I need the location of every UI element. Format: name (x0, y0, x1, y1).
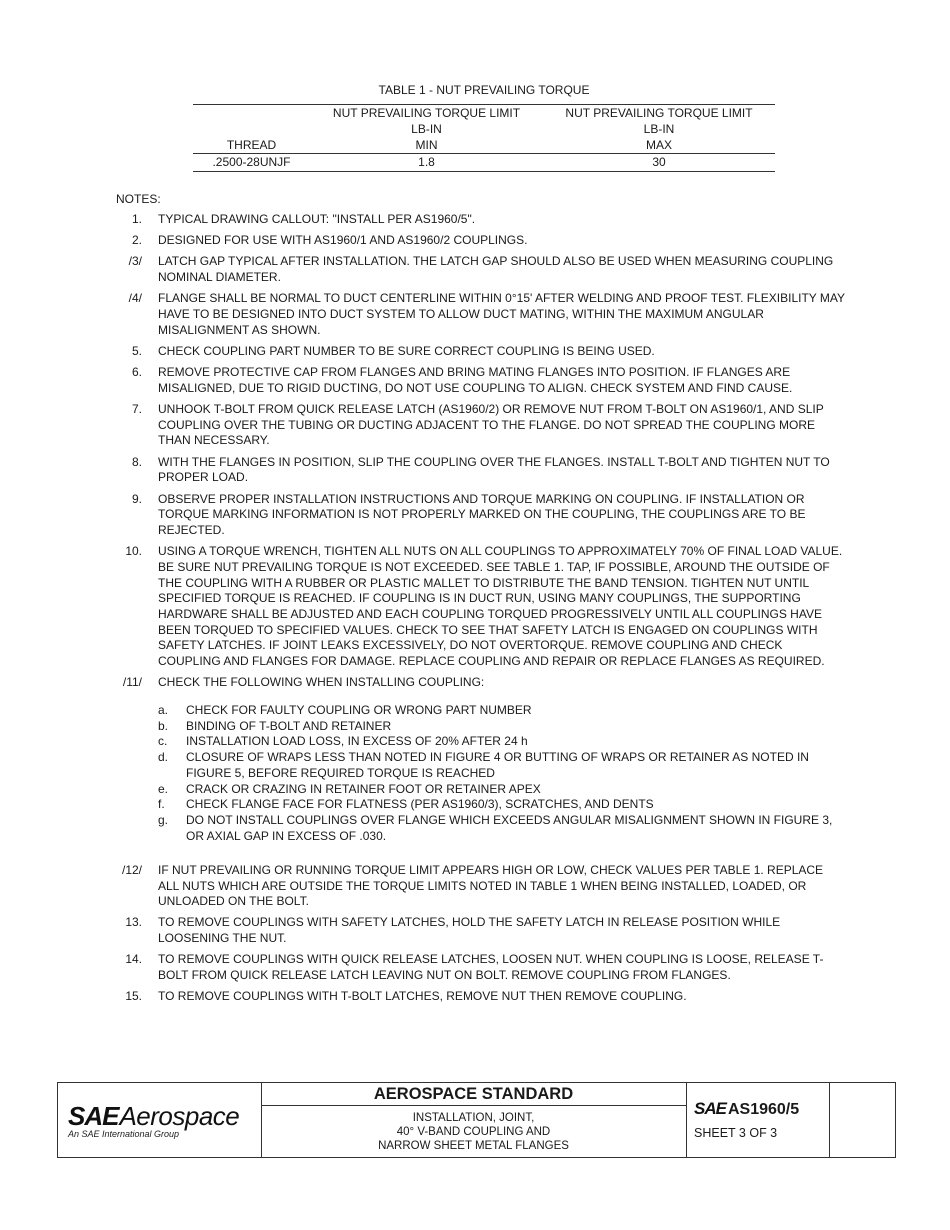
sub-item (158, 734, 846, 750)
note-text: CHECK COUPLING PART NUMBER TO BE SURE CORRECT COUPLING IS BEING USED. (158, 343, 655, 358)
note-number: 14. (125, 952, 142, 967)
note-number: /3/ (128, 254, 142, 269)
note-text: TO REMOVE COUPLINGS WITH T-BOLT LATCHES, REMOVE NUT THEN REMOVE COUPLING. (158, 989, 687, 1004)
sae-logo-mark: SAE (68, 1101, 119, 1131)
header-thread: THREAD (193, 137, 310, 154)
note-number: 10. (125, 544, 142, 559)
note-text: TYPICAL DRAWING CALLOUT: "INSTALL PER AS1960/5". (158, 212, 476, 226)
header-max-line2: LB-IN (643, 122, 675, 136)
note-text: LATCH GAP TYPICAL AFTER INSTALLATION. THE LATCH GAP SHOULD ALSO BE USED WHEN MEASURING COUPLING NOMINAL DIAMETER. (158, 254, 834, 285)
note-item (116, 675, 846, 857)
sub-letter: a. (158, 702, 169, 717)
table-title: TABLE 1 - NUT PREVAILING TORQUE (378, 83, 590, 97)
note-number: 6. (131, 365, 142, 380)
sub-item (158, 797, 846, 813)
note-text: IF NUT PREVAILING OR RUNNING TORQUE LIMIT APPEARS HIGH OR LOW, CHECK VALUES PER TABLE 1. REPLACE ALL NUTS WHICH ARE OUTSIDE THE TORQUE LIMITS NOTED IN TABLE 1 WHEN BEING INSTALLED, LOADED, OR UNLOADED ON THE BOLT. (158, 862, 824, 909)
note-item (116, 233, 846, 249)
sub-letter: f. (158, 797, 165, 812)
document-title-line: NARROW SHEET METAL FLANGES (378, 1140, 569, 1152)
note-item (116, 254, 846, 285)
note-number: 9. (131, 491, 142, 506)
sub-letter: e. (158, 781, 169, 796)
note-number: 15. (125, 989, 142, 1004)
note-item (116, 989, 846, 1005)
note-item (116, 492, 846, 539)
document-title-line: 40° V-BAND COUPLING AND (396, 1126, 551, 1138)
note-item (116, 544, 846, 670)
revision-cell (829, 1083, 895, 1157)
header-min-line2: LB-IN (411, 122, 442, 136)
note-number: /4/ (128, 291, 142, 306)
sub-item (158, 719, 846, 735)
sub-text: CHECK FLANGE FACE FOR FLATNESS (PER AS1960/3), SCRATCHES, AND DENTS (186, 797, 654, 812)
torque-table (193, 104, 775, 172)
document-title-line: INSTALLATION, JOINT, (412, 1112, 535, 1124)
sub-item (158, 782, 846, 798)
sheet-number: SHEET 3 OF 3 (694, 1126, 778, 1140)
sub-text: DO NOT INSTALL COUPLINGS OVER FLANGE WHICH EXCEEDS ANGULAR MISALIGNMENT SHOWN IN FIGURE 3, OR AXIAL GAP IN EXCESS OF .030. (186, 812, 833, 843)
title-block (57, 1082, 896, 1158)
aerospace-wordmark: Aerospace (119, 1101, 240, 1131)
sub-text: CRACK OR CRAZING IN RETAINER FOOT OR RETAINER APEX (186, 781, 541, 796)
notes-list (116, 212, 846, 1010)
note-number: 7. (131, 402, 142, 417)
note-text: USING A TORQUE WRENCH, TIGHTEN ALL NUTS ON ALL COUPLINGS TO APPROXIMATELY 70% OF FINAL LOAD VALUE. BE SURE NUT PREVAILING TORQUE IS NOT EXCEEDED. SEE TABLE 1. TAP, IF POSSIBLE, AROUND THE OUTSIDE OF THE COUPLING WITH A RUBBER OR PLASTIC MALLET TO DISTRIBUTE THE BAND TENSION. TIGHTEN NUT UNTIL SPECIFIED TORQUE IS REACHED. IF COUPLING IS IN DUCT RUN, USING MANY COUPLINGS, THE SUPPORTING HARDWARE SHALL BE ADJUSTED AND EACH COUPLING TORQUED PROGRESSIVELY UNTIL ALL COUPLINGS HAVE BEEN TORQUED TO SPECIFIED VALUES. CHECK TO SEE THAT SAFETY LATCH IS ENGAGED ON COUPLINGS WITH SAFETY LATCHES. IF JOINT LEAKS EXCESSIVELY, DO NOT OVERTORQUE. REMOVE COUPLING AND CHECK COUPLING AND FLANGES FOR DAMAGE. REPLACE COUPLING AND REPAIR OR REPLACE FLANGES AS REQUIRED. (158, 544, 843, 669)
document-number-cell (686, 1083, 830, 1157)
sub-item (158, 750, 846, 781)
sub-list (158, 703, 846, 844)
document-number: AS1960/5 (727, 1101, 800, 1118)
sub-letter: c. (158, 734, 168, 749)
sub-text: CHECK FOR FAULTY COUPLING OR WRONG PART NUMBER (186, 702, 532, 717)
sub-letter: g. (158, 812, 169, 827)
note-number: 13. (125, 915, 142, 930)
cell-max: 30 (543, 154, 775, 172)
note-item (116, 915, 846, 946)
note-item (116, 291, 846, 338)
header-min-line3: MIN (310, 137, 543, 154)
logo-subtitle: An SAE International Group (68, 1129, 180, 1139)
table-row (193, 154, 775, 172)
note-text-line: CHECK THE FOLLOWING WHEN INSTALLING COUPLING: (158, 675, 485, 690)
note-text: UNHOOK T-BOLT FROM QUICK RELEASE LATCH (AS1960/2) OR REMOVE NUT FROM T-BOLT ON AS1960/1, AND SLIP COUPLING OVER THE TUBING OR DUCTING ADJACENT TO THE FLANGE. DO NOT SPREAD THE COUPLING MORE THAN NECESSARY. (158, 402, 824, 448)
note-number: 8. (131, 454, 142, 469)
note-number: /12/ (121, 862, 142, 877)
standard-title: AEROSPACE STANDARD (261, 1083, 686, 1106)
note-item (116, 365, 846, 396)
sub-text: INSTALLATION LOAD LOSS, IN EXCESS OF 20% AFTER 24 h (186, 734, 528, 749)
header-max-line3: MAX (543, 137, 775, 154)
header-max-line1: NUT PREVAILING TORQUE LIMIT (543, 105, 775, 122)
notes-title: NOTES: (116, 192, 161, 206)
note-number: /11/ (122, 675, 142, 690)
note-item (116, 952, 846, 983)
title-cell (261, 1083, 687, 1157)
sub-text: BINDING OF T-BOLT AND RETAINER (186, 718, 392, 733)
sae-small-logo: SAE (694, 1099, 726, 1118)
note-text (158, 675, 846, 857)
cell-thread: .2500-28UNJF (193, 154, 310, 172)
note-text: DESIGNED FOR USE WITH AS1960/1 AND AS1960/2 COUPLINGS. (158, 233, 528, 248)
document-title (261, 1106, 686, 1153)
note-item (116, 863, 846, 910)
note-text: OBSERVE PROPER INSTALLATION INSTRUCTIONS AND TORQUE MARKING ON COUPLING. IF INSTALLATION OR TORQUE MARKING INFORMATION IS NOT PROPERLY MARKED ON THE COUPLING, THE COUPLINGS ARE TO BE REJECTED. (158, 491, 806, 537)
sub-item (158, 703, 846, 719)
note-item (116, 455, 846, 486)
note-number: 2. (131, 233, 142, 248)
sub-text: CLOSURE OF WRAPS LESS THAN NOTED IN FIGURE 4 OR BUTTING OF WRAPS OR RETAINER AS NOTED IN FIGURE 5, BEFORE REQUIRED TORQUE IS REACHED (186, 750, 809, 780)
sub-letter: b. (158, 718, 169, 733)
note-text: WITH THE FLANGES IN POSITION, SLIP THE COUPLING OVER THE FLANGES. INSTALL T-BOLT AND TIGHTEN NUT TO PROPER LOAD. (158, 454, 830, 485)
note-text: TO REMOVE COUPLINGS WITH SAFETY LATCHES, HOLD THE SAFETY LATCH IN RELEASE POSITION WHILE LOOSENING THE NUT. (158, 915, 781, 946)
note-number: 1. (131, 212, 142, 226)
note-item (116, 344, 846, 360)
sub-letter: d. (158, 750, 169, 765)
note-item (116, 402, 846, 449)
note-text: FLANGE SHALL BE NORMAL TO DUCT CENTERLINE WITHIN 0°15' AFTER WELDING AND PROOF TEST. FLEXIBILITY MAY HAVE TO BE DESIGNED INTO DUCT SYSTEM TO ALLOW DUCT MATING, WITHIN THE MAXIMUM ANGULAR MISALIGNMENT AS SHOWN. (158, 291, 845, 337)
note-number: 5. (131, 343, 142, 358)
header-min-line1: NUT PREVAILING TORQUE LIMIT (310, 105, 543, 122)
note-text: REMOVE PROTECTIVE CAP FROM FLANGES AND BRING MATING FLANGES INTO POSITION. IF FLANGES ARE MISALIGNED, DUE TO RIGID DUCTING, DO NOT USE COUPLING TO ALIGN. CHECK SYSTEM AND FIND CAUSE. (158, 365, 793, 395)
note-text: TO REMOVE COUPLINGS WITH QUICK RELEASE LATCHES, LOOSEN NUT. WHEN COUPLING IS LOOSE, RELEASE T-BOLT FROM QUICK RELEASE LATCH LEAVING NUT ON BOLT. REMOVE COUPLING FROM FLANGES. (158, 952, 824, 983)
cell-min: 1.8 (310, 154, 543, 172)
note-item (116, 212, 846, 228)
sae-aerospace-logo (58, 1083, 262, 1157)
sub-item (158, 813, 846, 844)
